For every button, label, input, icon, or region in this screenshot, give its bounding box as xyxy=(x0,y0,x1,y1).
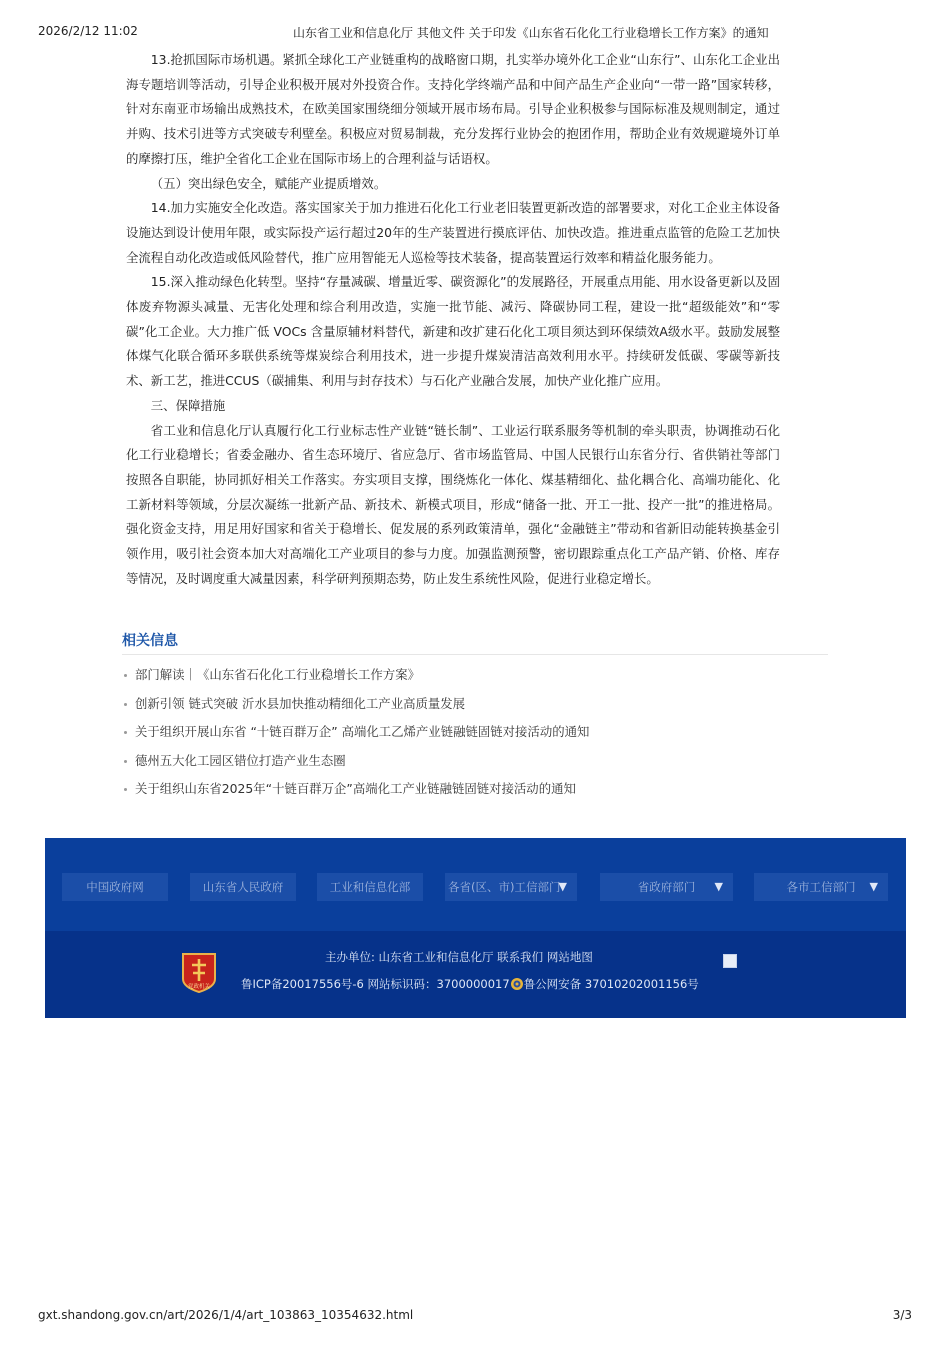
footer-links-bar xyxy=(45,838,906,931)
print-page-title: 山东省工业和信息化厅 其他文件 关于印发《山东省石化化工行业稳增长工作方案》的通知 xyxy=(293,26,769,40)
footer-link-label: 省政府部门 xyxy=(637,880,696,894)
bullet-icon xyxy=(124,703,127,706)
dropdown-arrow-icon: ▼ xyxy=(869,880,878,893)
footer-link-label: 各省(区、市)工信部门 xyxy=(448,880,561,894)
footer-link-label: 山东省人民政府 xyxy=(202,880,284,894)
related-info-section xyxy=(122,628,828,804)
site-footer xyxy=(45,838,906,1018)
article-subheading: （五）突出绿色安全，赋能产业提质增效。 xyxy=(150,175,387,191)
related-link-text[interactable]: 创新引领 链式突破 沂水县加快推动精细化工产业高质量发展 xyxy=(135,695,466,711)
footer-registration-line xyxy=(241,976,699,992)
footer-sponsor-line: 主办单位: 山东省工业和信息化厅 联系我们 网站地图 xyxy=(325,950,593,964)
dropdown-arrow-icon: ▼ xyxy=(714,880,723,893)
bullet-icon xyxy=(124,731,127,734)
related-link-text[interactable]: 德州五大化工园区错位打造产业生态圈 xyxy=(135,752,346,768)
article-section-heading: 三、保障措施 xyxy=(150,397,226,413)
footer-link-label: 工业和信息化部 xyxy=(329,880,411,894)
related-link-text[interactable]: 关于组织开展山东省 “十链百群万企” 高端化工乙烯产业链融链固链对接活动的通知 xyxy=(135,724,590,739)
footer-link-label: 各市工信部门 xyxy=(786,880,856,894)
bullet-icon xyxy=(124,674,127,677)
police-badge-icon xyxy=(510,977,524,991)
related-info-list xyxy=(122,661,828,804)
icp-record[interactable]: 鲁ICP备20017556号-6 网站标识码：3700000017 xyxy=(241,977,510,991)
related-link[interactable] xyxy=(122,661,828,690)
print-page-number: 3/3 xyxy=(892,1308,912,1322)
dropdown-arrow-icon: ▼ xyxy=(558,880,567,893)
print-timestamp: 2026/2/12 11:02 xyxy=(38,24,138,38)
footer-link-miit[interactable] xyxy=(317,873,423,901)
related-link[interactable] xyxy=(122,718,828,747)
related-link[interactable] xyxy=(122,747,828,776)
footer-link-label: 中国政府网 xyxy=(86,880,144,894)
bullet-icon xyxy=(124,788,127,791)
emblem-text: 党政机关 xyxy=(187,984,211,990)
related-link[interactable] xyxy=(122,690,828,719)
related-link-text[interactable]: 部门解读｜《山东省石化化工行业稳增长工作方案》 xyxy=(135,667,420,682)
article-paragraph: 15.深入推动绿色化转型。坚持“存量减碳、增量近零、碳资源化”的发展路径，开展重点用能、用水设备更新以及固体废弃物源头减量、无害化处理和综合利用改造，实施一批节能、减污、降碳协同工程，建设一批“超级能效”和“零碳”化工企业。大力推广低 VOCs 含量原辅材料替代，新建和改扩建石化化工项目须达到环保绩效A级水平。鼓励发展整体煤气化联合循环多联供系统等煤炭综合利用技术，进一步提升煤炭清洁高效利用水平。持续研发低碳、零碳等新技术、新工艺，推进CCUS（碳捕集、利用与封存技术）与石化产业融合发展，加快产业化推广应用。 xyxy=(126,274,780,389)
print-header xyxy=(38,24,912,42)
bullet-icon xyxy=(124,760,127,763)
footer-info xyxy=(45,931,906,1018)
related-info-title: 相关信息 xyxy=(122,628,828,655)
footer-dropdown-city-depts[interactable] xyxy=(754,873,888,901)
article-paragraph: 13.抢抓国际市场机遇。紧抓全球化工产业链重构的战略窗口期，扎实举办境外化工企业“山东行”、山东化工企业出海专题培训等活动，引导企业积极开展对外投资合作。支持化学终端产品和中间产品生产企业向“一带一路”国家转移，针对东南亚市场输出成熟技术，在欧美国家围绕细分领域开展市场布局。引导企业积极参与国际标准及规则制定，通过并购、技术引进等方式突破专利壁垒。积极应对贸易制裁，充分发挥行业协会的抱团作用，帮助企业有效规避境外订单的摩擦打压，维护全省化工企业在国际市场上的合理利益与话语权。 xyxy=(126,52,780,166)
footer-dropdown-province-depts[interactable] xyxy=(445,873,577,901)
article-paragraph: 14.加力实施安全化改造。落实国家关于加力推进石化化工行业老旧装置更新改造的部署要求，对化工企业主体设备设施达到设计使用年限，或实际投产运行超过20年的生产装置进行摸底评估、加快改造。推进重点监管的危险工艺加快全流程自动化改造或低风险替代，推广应用智能无人巡检等技术装备，提高装置运行效率和精益化服务能力。 xyxy=(126,200,780,265)
police-record[interactable]: 鲁公网安备 37010202001156号 xyxy=(523,977,699,991)
broken-image-icon[interactable] xyxy=(723,954,737,968)
footer-dropdown-provincial-gov-depts[interactable] xyxy=(600,873,733,901)
print-footer xyxy=(38,1308,912,1324)
footer-link-shandong-gov[interactable] xyxy=(190,873,296,901)
related-link-text[interactable]: 关于组织山东省2025年“十链百群万企”高端化工产业链融链固链对接活动的通知 xyxy=(135,781,576,796)
article-body xyxy=(126,48,780,591)
print-url: gxt.shandong.gov.cn/art/2026/1/4/art_103863_10354632.html xyxy=(38,1308,414,1322)
footer-link-gov-cn[interactable] xyxy=(62,873,168,901)
party-gov-emblem-icon[interactable] xyxy=(180,951,218,993)
related-link[interactable] xyxy=(122,775,828,804)
article-paragraph: 省工业和信息化厅认真履行化工行业标志性产业链“链长制”、工业运行联系服务等机制的牵头职责，协调推动石化化工行业稳增长；省委金融办、省生态环境厅、省应急厅、省市场监管局、中国人民银行山东省分行、省供销社等部门按照各自职能，协同抓好相关工作落实。夯实项目支撑，围绕炼化一体化、煤基精细化、盐化耦合化、高端功能化、化工新材料等领域，分层次凝练一批新产品、新技术、新模式项目，形成“储备一批、开工一批、投产一批”的推进格局。强化资金支持，用足用好国家和省关于稳增长、促发展的系列政策清单，强化“金融链主”带动和省新旧动能转换基金引领作用，吸引社会资本加大对高端化工产业项目的参与力度。加强监测预警，密切跟踪重点化工产品产销、价格、库存等情况，及时调度重大减量因素，科学研判预期态势，防止发生系统性风险，促进行业稳定增长。 xyxy=(126,422,780,586)
